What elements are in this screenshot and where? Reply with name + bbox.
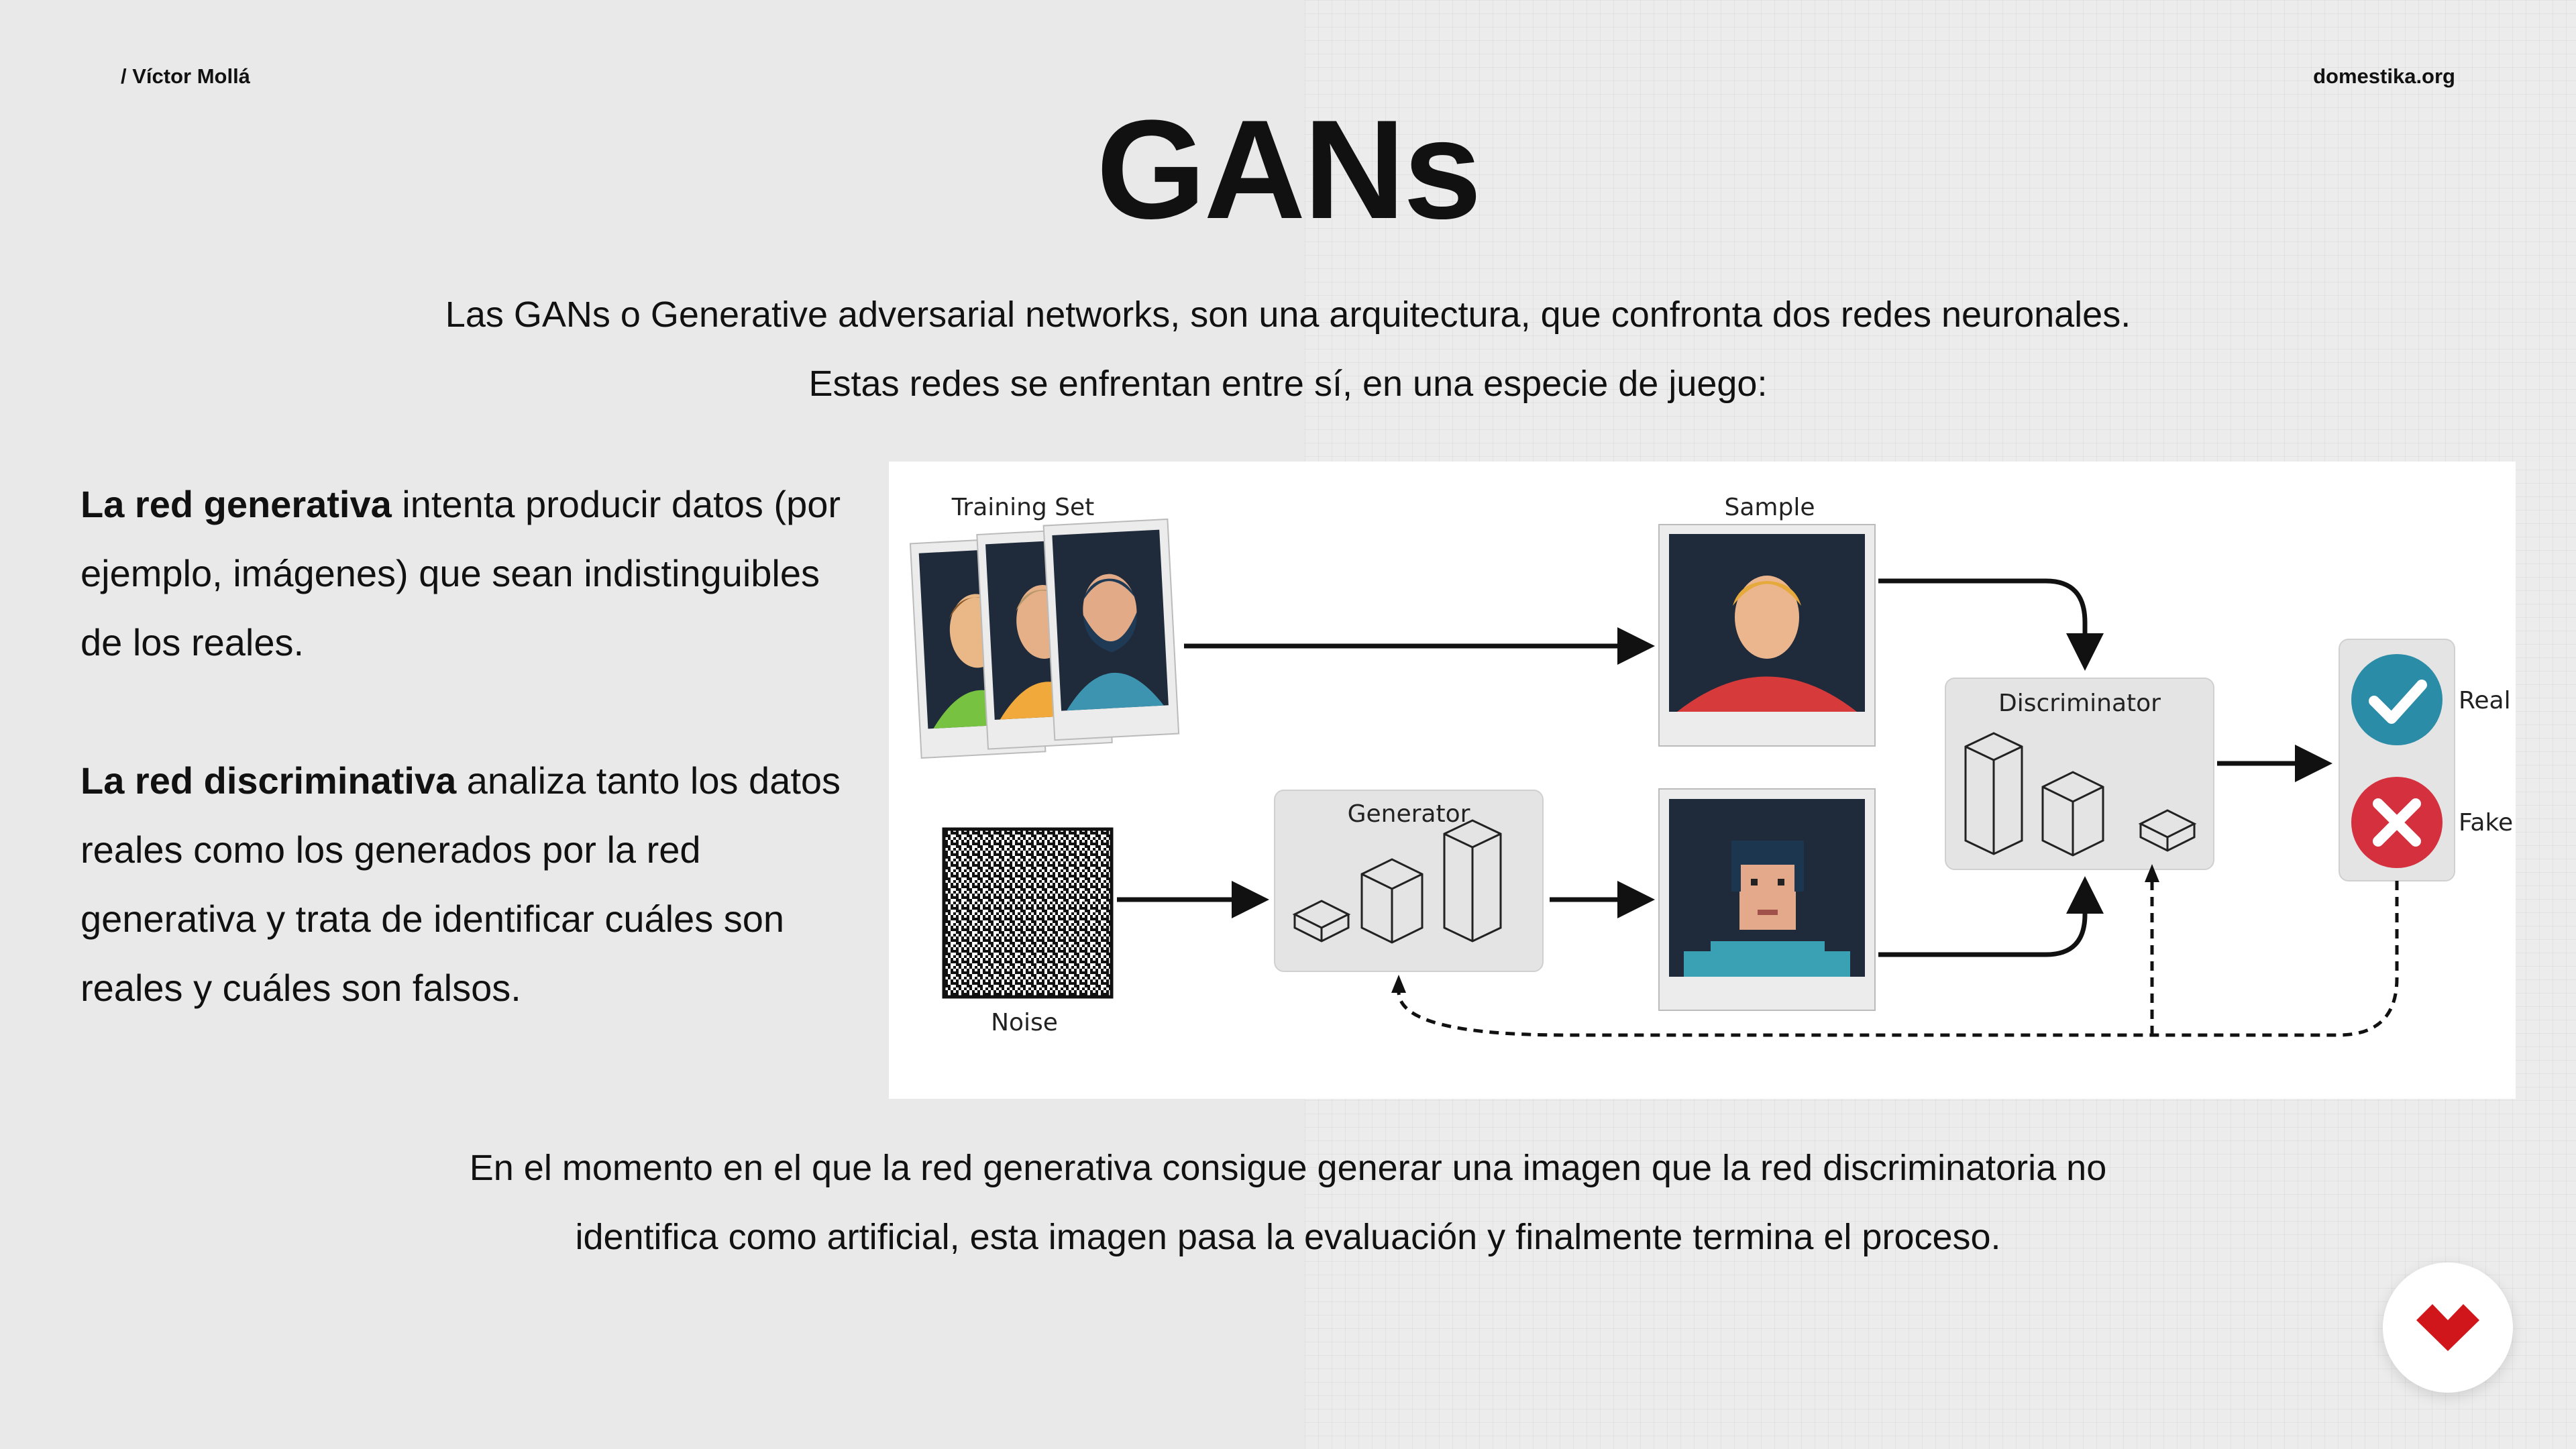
training-set-group xyxy=(910,494,1179,758)
conclusion-line-1: En el momento en el que la red generativa consigue generar una imagen que la red discriminatoria no xyxy=(469,1148,2107,1188)
feedback-dashed-path xyxy=(1399,881,2397,1035)
noise-group xyxy=(944,829,1112,1036)
generative-description: intenta producir datos (por ejemplo, imágenes) que sean indistinguibles de los reales. xyxy=(80,483,841,663)
training-photo-3 xyxy=(1044,519,1179,740)
training-set-label: Training Set xyxy=(951,494,1095,521)
noise-image xyxy=(944,829,1112,997)
intro-line-1: Las GANs o Generative adversarial networks, son una arquitectura, que confronta dos redes neuronales. xyxy=(445,294,2131,335)
real-check-icon xyxy=(2351,654,2443,745)
fake-cross-icon xyxy=(2351,777,2443,868)
feedback-arrowhead-generator xyxy=(1391,975,1406,993)
intro-line-2: Estas redes se enfrentan entre sí, en una especie de juego: xyxy=(808,364,1768,404)
discriminative-paragraph xyxy=(80,746,845,1022)
explanation-text xyxy=(80,470,845,1091)
sample-label: Sample xyxy=(1724,494,1815,521)
arrow-fake-to-discriminator xyxy=(1878,881,2085,955)
discriminative-description: analiza tanto los datos reales como los generados por la red generativa y trata de identificar cuáles son reales y cuáles son falsos. xyxy=(80,759,841,1009)
intro-text xyxy=(0,280,2576,419)
author-label: / Víctor Mollá xyxy=(121,64,250,88)
page-title: GANs xyxy=(1096,91,1480,248)
real-label: Real xyxy=(2459,687,2511,714)
fake-label: Fake xyxy=(2459,809,2514,837)
output-panel xyxy=(2339,639,2513,881)
generator-label: Generator xyxy=(1347,800,1470,828)
discriminator-label: Discriminator xyxy=(1998,690,2161,717)
discriminative-heading: La red discriminativa xyxy=(80,759,457,802)
domestika-logo-icon xyxy=(2414,1301,2482,1354)
generative-heading: La red generativa xyxy=(80,483,392,525)
noise-label: Noise xyxy=(991,1009,1058,1036)
sample-real-photo xyxy=(1659,494,1875,746)
generative-paragraph xyxy=(80,470,845,677)
conclusion-text xyxy=(0,1134,2576,1272)
arrow-sample-to-discriminator xyxy=(1878,581,2085,666)
gan-diagram xyxy=(889,462,2516,1099)
conclusion-line-2: identifica como artificial, esta imagen pasa la evaluación y finalmente termina el proceso. xyxy=(575,1217,2001,1257)
generator-box xyxy=(1275,790,1543,971)
domestika-logo-button[interactable] xyxy=(2383,1263,2513,1393)
site-label: domestika.org xyxy=(2313,64,2455,88)
sample-fake-photo xyxy=(1659,789,1875,1010)
discriminator-box xyxy=(1945,678,2214,869)
feedback-loop xyxy=(1399,881,2397,1035)
